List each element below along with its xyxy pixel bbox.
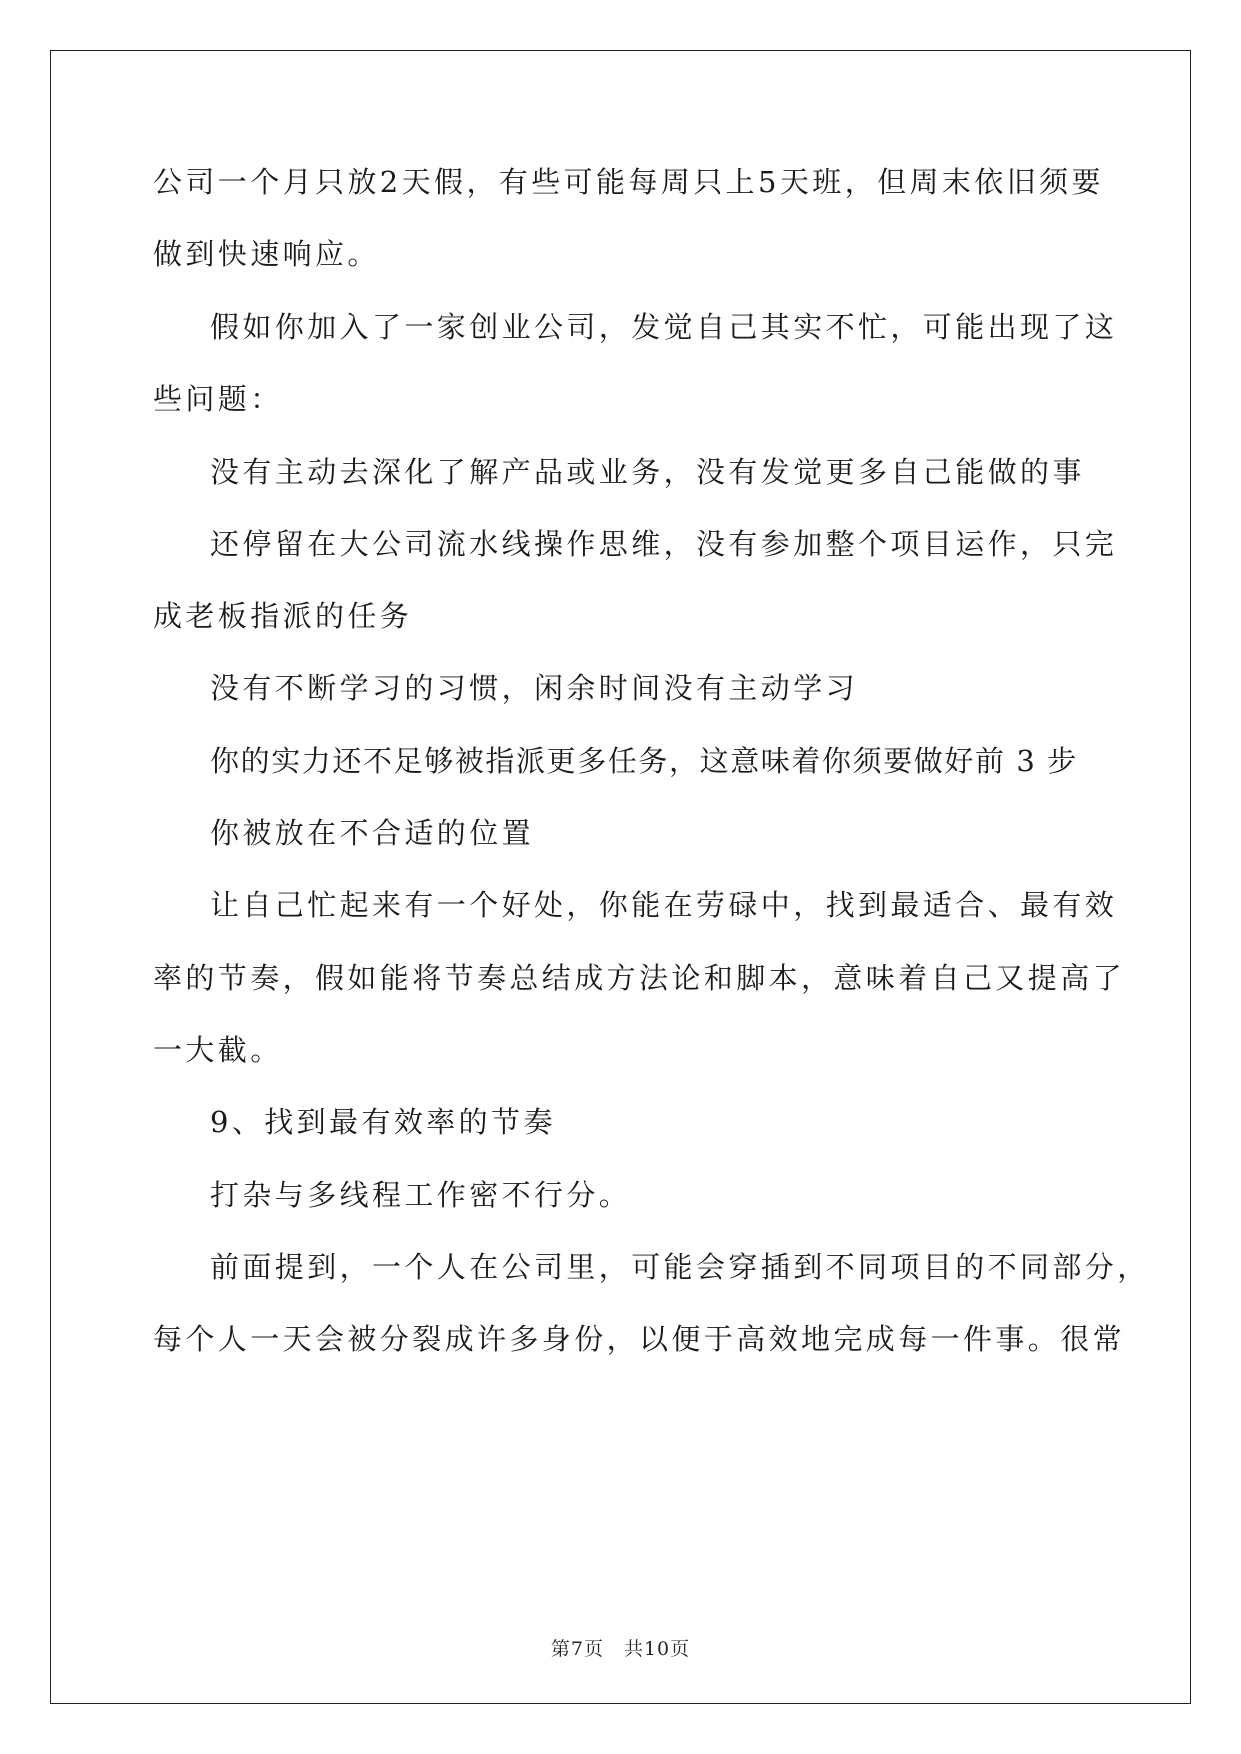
text-line: 打杂与多线程工作密不行分。 <box>210 1178 632 1212</box>
text-line: 还停留在大公司流水线操作思维，没有参加整个项目运作，只完 <box>210 527 1118 561</box>
page-number: 第7页 共10页 <box>550 1638 691 1660</box>
text-line: 没有主动去深化了解产品或业务，没有发觉更多自己能做的事 <box>210 455 1085 489</box>
text-line: 你被放在不合适的位置 <box>210 816 535 850</box>
text-line: 做到快速响应。 <box>153 237 380 271</box>
text-line: 前面提到，一个人在公司里，可能会穿插到不同项目的不同部分， <box>210 1250 1150 1284</box>
text-line: 让自己忙起来有一个好处，你能在劳碌中，找到最适合、最有效 <box>210 888 1118 922</box>
text-line: 你的实力还不足够被指派更多任务，这意味着你须要做好前 3 步 <box>210 744 1078 778</box>
text-line: 没有不断学习的习惯，闲余时间没有主动学习 <box>210 671 859 705</box>
text-line: 些问题： <box>153 382 283 416</box>
text-line: 率的节奏，假如能将节奏总结成方法论和脚本，意味着自己又提高了 <box>153 961 1126 995</box>
text-line: 成老板指派的任务 <box>153 599 413 633</box>
section-heading: 9、找到最有效率的节奏 <box>210 1105 556 1139</box>
page-border <box>50 50 1191 1704</box>
text-line: 一大截。 <box>153 1033 283 1067</box>
text-line: 假如你加入了一家创业公司，发觉自己其实不忙，可能出现了这 <box>210 310 1118 344</box>
text-line: 公司一个月只放2天假，有些可能每周只上5天班，但周末依旧须要 <box>153 165 1104 199</box>
text-line: 每个人一天会被分裂成许多身份，以便于高效地完成每一件事。很常 <box>153 1322 1126 1356</box>
